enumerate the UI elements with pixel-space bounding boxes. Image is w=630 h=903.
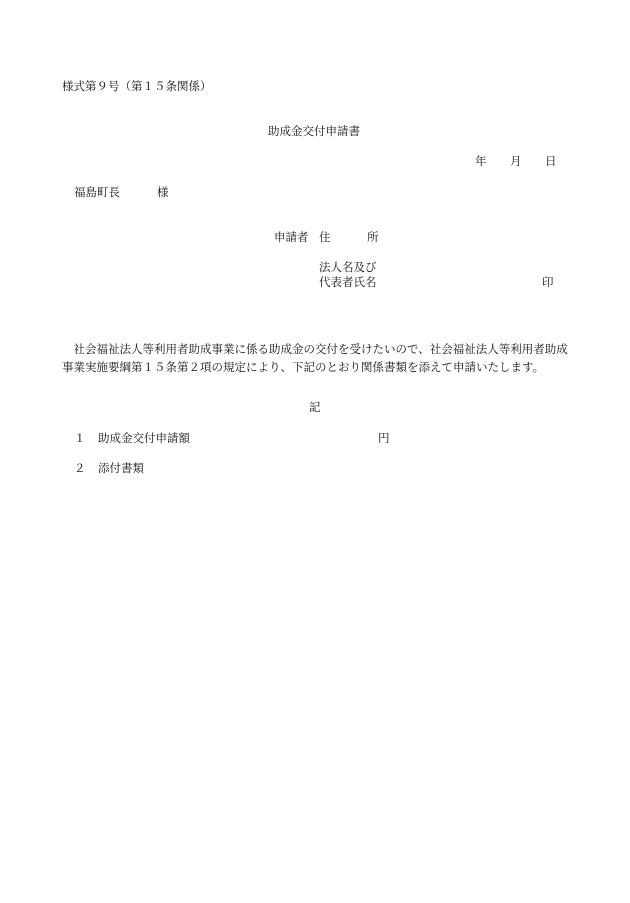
corporate-name-label-line2: 代表者氏名 xyxy=(319,275,377,289)
document-title: 助成金交付申請書 xyxy=(268,124,360,138)
date-day-label: 日 xyxy=(545,154,557,168)
addressee-honorific: 様 xyxy=(157,185,169,199)
item-1-number: １ xyxy=(74,431,86,445)
item-2-number: ２ xyxy=(74,461,86,475)
date-month-label: 月 xyxy=(510,154,522,168)
address-label-part2: 所 xyxy=(367,230,379,244)
addressee-name: 福島町長 xyxy=(74,185,120,199)
application-body-text: 社会福祉法人等利用者助成事業に係る助成金の交付を受けたいので、社会福祉法人等利用者助成事業実施要綱第１５条第２項の規定により、下記のとおり関係書類を添えて申請いたします。 xyxy=(62,342,568,374)
item-2-label: 添付書類 xyxy=(98,461,144,475)
ki-heading: 記 xyxy=(309,400,321,414)
corporate-name-label-line1: 法人名及び xyxy=(319,260,377,274)
address-label-part1: 住 xyxy=(319,230,331,244)
seal-mark: 印 xyxy=(542,275,554,289)
item-1-label: 助成金交付申請額 xyxy=(98,431,190,445)
form-number: 様式第９号（第１５条関係） xyxy=(62,79,212,93)
item-1-unit: 円 xyxy=(378,431,390,445)
date-year-label: 年 xyxy=(475,154,487,168)
applicant-label: 申請者 xyxy=(274,230,309,244)
